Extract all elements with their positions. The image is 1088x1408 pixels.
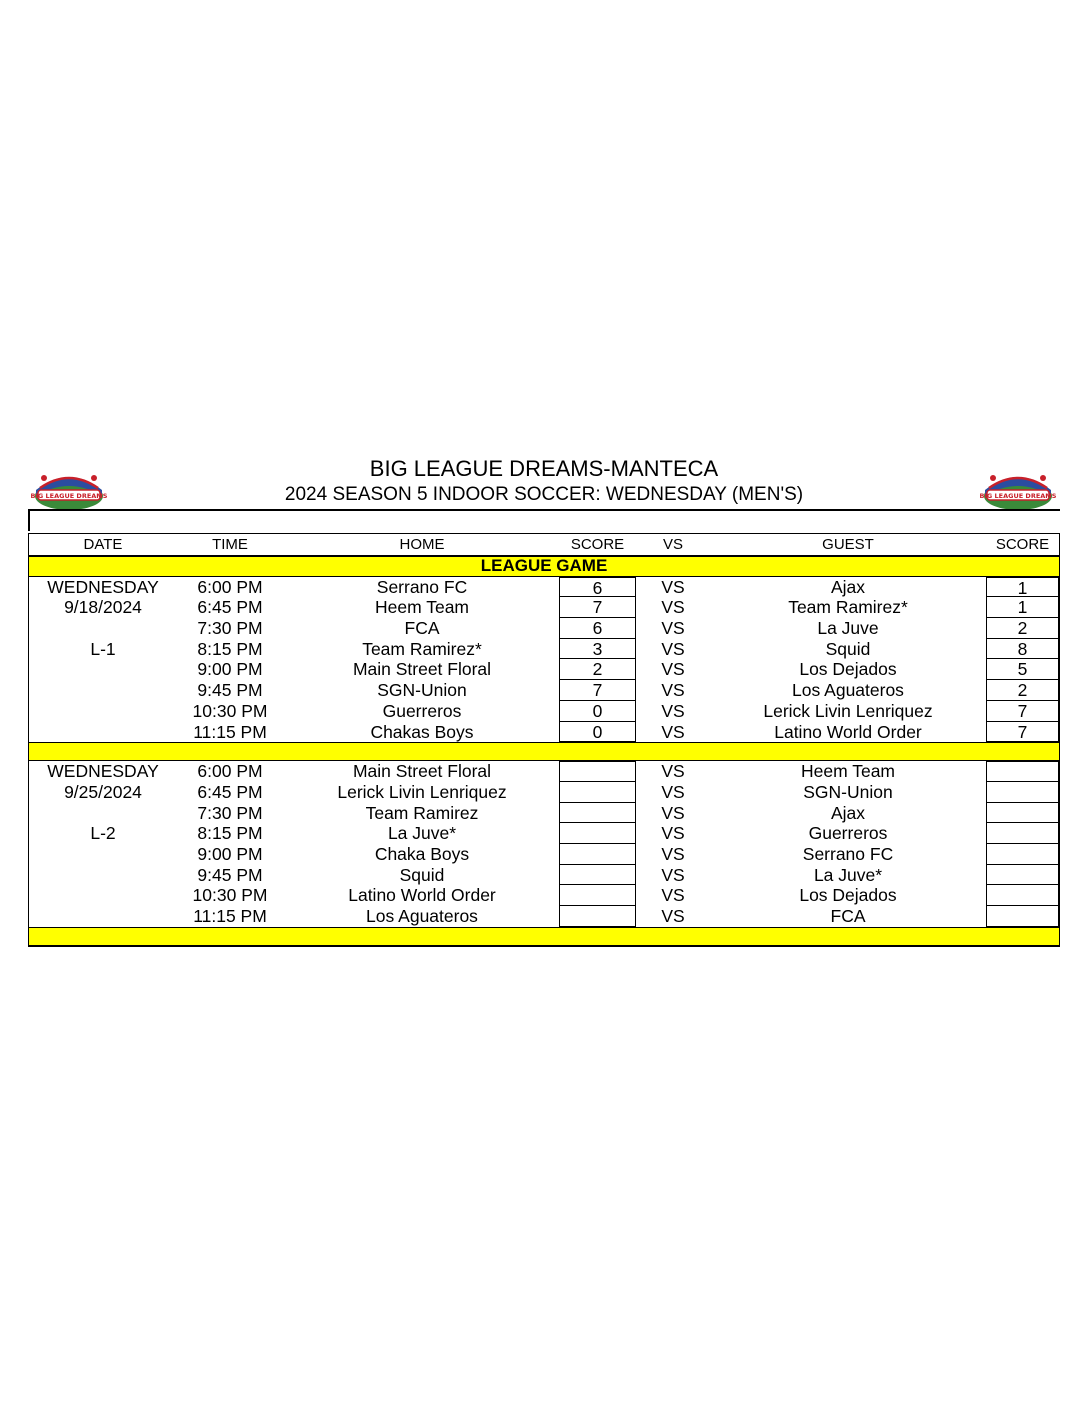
home-score[interactable] <box>559 803 636 824</box>
home-score[interactable] <box>559 906 636 927</box>
guest-team: Team Ramirez* <box>788 597 908 618</box>
vs-label: VS <box>661 638 685 659</box>
game-row <box>29 701 1059 722</box>
guest-team: Squid <box>825 638 871 659</box>
guest-score[interactable] <box>986 885 1059 906</box>
game-row <box>29 761 1059 782</box>
home-team: Team Ramirez* <box>362 638 482 659</box>
game-date: WEDNESDAY <box>47 576 159 597</box>
game-time: 10:30 PM <box>192 885 268 906</box>
vs-label: VS <box>661 843 685 864</box>
page-title: BIG LEAGUE DREAMS-MANTECA <box>369 456 719 481</box>
guest-score[interactable]: 2 <box>986 680 1059 701</box>
home-score[interactable]: 7 <box>559 597 636 618</box>
game-time: 11:15 PM <box>193 721 267 742</box>
home-score[interactable] <box>559 823 636 844</box>
col-header-date: DATE <box>83 536 123 553</box>
guest-team: Heem Team <box>800 761 896 782</box>
guest-team: Latino World Order <box>774 721 922 742</box>
vs-label: VS <box>661 781 685 802</box>
game-time: 9:00 PM <box>197 659 263 680</box>
game-row <box>29 782 1059 803</box>
guest-score[interactable]: 5 <box>986 659 1059 680</box>
game-date <box>29 701 177 722</box>
game-row <box>29 680 1059 701</box>
vs-label: VS <box>661 576 685 597</box>
game-time: 6:45 PM <box>197 781 263 802</box>
game-time: 11:15 PM <box>193 906 267 926</box>
guest-score[interactable]: 8 <box>986 639 1059 660</box>
game-time: 6:45 PM <box>197 597 263 618</box>
game-time: 9:45 PM <box>197 680 263 701</box>
guest-score[interactable]: 1 <box>986 597 1059 618</box>
game-row <box>29 577 1059 598</box>
week-1-games <box>29 577 1059 743</box>
vs-label: VS <box>661 761 685 782</box>
game-row <box>29 823 1059 844</box>
guest-score[interactable] <box>986 761 1059 782</box>
home-team: Chakas Boys <box>370 721 474 742</box>
col-header-guest-score: SCORE <box>995 536 1050 553</box>
game-time: 6:00 PM <box>197 576 263 597</box>
home-score[interactable] <box>559 844 636 865</box>
section-band-footer <box>29 927 1059 946</box>
home-team: Serrano FC <box>376 576 468 597</box>
home-score[interactable]: 7 <box>559 680 636 701</box>
home-score[interactable]: 2 <box>559 659 636 680</box>
vs-label: VS <box>661 597 685 618</box>
title-divider-tick <box>28 509 30 531</box>
game-date: L-2 <box>90 823 116 844</box>
game-row <box>29 865 1059 886</box>
home-team: Chaka Boys <box>374 843 470 864</box>
game-date <box>29 680 177 701</box>
vs-label: VS <box>661 700 685 721</box>
home-team: Guerreros <box>382 700 462 721</box>
guest-team: La Juve* <box>813 864 883 885</box>
vs-label: VS <box>661 618 685 639</box>
game-date: 9/18/2024 <box>64 597 142 618</box>
home-team: Main Street Floral <box>352 761 492 782</box>
svg-text:BIG LEAGUE DREAMS: BIG LEAGUE DREAMS <box>30 492 108 500</box>
home-team: SGN-Union <box>377 680 467 701</box>
vs-label: VS <box>661 823 685 844</box>
guest-score[interactable]: 7 <box>986 722 1059 743</box>
svg-text:BIG LEAGUE DREAMS: BIG LEAGUE DREAMS <box>979 492 1057 500</box>
guest-score[interactable]: 7 <box>986 701 1059 722</box>
section-band-spacer <box>29 742 1059 761</box>
page-subtitle: 2024 SEASON 5 INDOOR SOCCER: WEDNESDAY (MEN'S) <box>284 484 804 505</box>
game-row <box>29 597 1059 618</box>
guest-team: Los Dejados <box>799 885 897 906</box>
game-time: 10:30 PM <box>192 700 268 721</box>
col-header-time: TIME <box>212 536 248 553</box>
vs-label: VS <box>661 721 685 742</box>
col-header-home-score: SCORE <box>570 536 625 553</box>
game-time: 7:30 PM <box>197 618 263 639</box>
home-score[interactable]: 0 <box>559 722 636 743</box>
game-date <box>29 618 177 639</box>
guest-team: Ajax <box>830 802 866 823</box>
guest-team: Los Dejados <box>799 659 897 680</box>
home-team: Los Aguateros <box>366 906 478 926</box>
home-team: Latino World Order <box>348 885 496 906</box>
game-time: 7:30 PM <box>197 802 263 823</box>
guest-score[interactable] <box>986 844 1059 865</box>
game-date <box>29 722 177 743</box>
game-date <box>29 906 177 927</box>
game-time: 8:15 PM <box>197 638 263 659</box>
home-score[interactable]: 6 <box>559 577 636 598</box>
game-date <box>29 659 177 680</box>
home-score[interactable]: 6 <box>559 618 636 639</box>
game-row <box>29 844 1059 865</box>
game-date: WEDNESDAY <box>47 761 159 782</box>
guest-team: Guerreros <box>808 823 888 844</box>
home-score[interactable] <box>559 761 636 782</box>
game-date: L-1 <box>90 638 116 659</box>
home-team: Lerick Livin Lenriquez <box>337 781 507 802</box>
home-team: FCA <box>404 618 440 639</box>
vs-label: VS <box>661 906 685 926</box>
game-row <box>29 618 1059 639</box>
game-time: 8:15 PM <box>197 823 263 844</box>
home-score[interactable]: 0 <box>559 701 636 722</box>
table-header-row <box>29 534 1059 556</box>
home-score[interactable] <box>559 885 636 906</box>
game-date <box>29 844 177 865</box>
section-label: LEAGUE GAME <box>480 556 608 575</box>
game-date <box>29 865 177 886</box>
home-team: La Juve* <box>387 823 457 844</box>
vs-label: VS <box>661 864 685 885</box>
game-date <box>29 803 177 824</box>
game-row <box>29 803 1059 824</box>
guest-score[interactable]: 2 <box>986 618 1059 639</box>
guest-score[interactable]: 1 <box>986 577 1059 598</box>
game-row <box>29 722 1059 743</box>
guest-team: SGN-Union <box>803 781 893 802</box>
vs-label: VS <box>661 802 685 823</box>
game-date: 9/25/2024 <box>64 781 142 802</box>
vs-label: VS <box>661 659 685 680</box>
week-2-games <box>29 761 1059 927</box>
col-header-home: HOME <box>399 536 445 553</box>
home-score[interactable] <box>559 782 636 803</box>
guest-team: La Juve <box>817 618 879 639</box>
game-row <box>29 659 1059 680</box>
home-team: Main Street Floral <box>352 659 492 680</box>
guest-score[interactable] <box>986 782 1059 803</box>
schedule-table <box>28 533 1060 947</box>
home-score[interactable]: 3 <box>559 639 636 660</box>
title-divider <box>28 509 1060 511</box>
col-header-vs: VS <box>662 536 683 553</box>
guest-score[interactable] <box>986 906 1059 927</box>
home-team: Squid <box>399 864 445 885</box>
home-team: Team Ramirez <box>365 802 479 823</box>
guest-score[interactable] <box>986 865 1059 886</box>
game-row <box>29 885 1059 906</box>
home-team: Heem Team <box>374 597 470 618</box>
vs-label: VS <box>661 680 685 701</box>
col-header-guest: GUEST <box>822 536 874 553</box>
guest-team: Lerick Livin Lenriquez <box>763 700 933 721</box>
section-band-league-game <box>29 556 1059 577</box>
game-time: 9:45 PM <box>197 864 263 885</box>
home-score[interactable] <box>559 865 636 886</box>
guest-team: Serrano FC <box>802 843 894 864</box>
game-date <box>29 885 177 906</box>
guest-score[interactable] <box>986 803 1059 824</box>
vs-label: VS <box>661 885 685 906</box>
game-row <box>29 639 1059 660</box>
guest-team: FCA <box>830 906 866 926</box>
guest-team: Ajax <box>830 576 866 597</box>
game-time: 6:00 PM <box>197 761 263 782</box>
guest-team: Los Aguateros <box>792 680 904 701</box>
game-time: 9:00 PM <box>197 843 263 864</box>
guest-score[interactable] <box>986 823 1059 844</box>
game-row <box>29 906 1059 927</box>
